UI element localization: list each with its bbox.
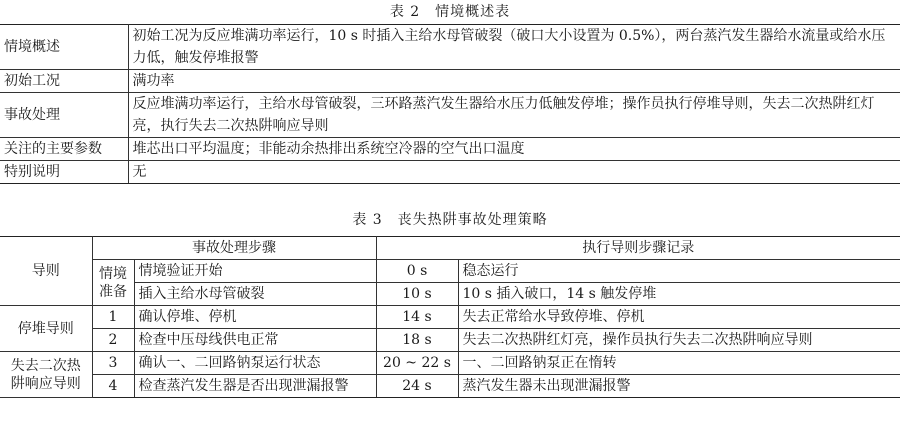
- table-row: [0, 375, 900, 398]
- steps-header: 事故处理步骤: [92, 237, 376, 260]
- table-row: [0, 70, 900, 93]
- step-cell: 情境验证开始: [134, 260, 376, 283]
- step-cell: 确认一、二回路钠泵运行状态: [134, 352, 376, 375]
- record-cell: 失去二次热阱红灯亮，操作员执行失去二次热阱响应导则: [458, 329, 900, 352]
- record-header: 执行导则步骤记录: [376, 237, 900, 260]
- time-cell: 24 s: [376, 375, 458, 398]
- row-label: 关注的主要参数: [0, 138, 128, 161]
- row-value: 堆芯出口平均温度；非能动余热排出系统空冷器的空气出口温度: [128, 138, 900, 161]
- time-cell: 20 ~ 22 s: [376, 352, 458, 375]
- record-cell: 稳态运行: [458, 260, 900, 283]
- guide-header: 导则: [0, 237, 92, 306]
- step-cell: 确认停堆、停机: [134, 306, 376, 329]
- table-row: [0, 352, 900, 375]
- row-value: 满功率: [128, 70, 900, 93]
- table-row: [0, 161, 900, 184]
- step-number: 4: [92, 375, 134, 398]
- row-value: 无: [128, 161, 900, 184]
- table-row: [0, 329, 900, 352]
- row-label: 事故处理: [0, 93, 128, 138]
- table-row: [0, 25, 900, 70]
- row-value: 初始工况为反应堆满功率运行，10 s 时插入主给水母管破裂（破口大小设置为 0.5%），两台蒸汽发生器给水流量或给水压力低，触发停堆报警: [128, 25, 900, 70]
- step-number: 2: [92, 329, 134, 352]
- group-name: 停堆导则: [0, 306, 92, 352]
- group-name: 失去二次热阱响应导则: [0, 352, 92, 398]
- step-cell: 插入主给水母管破裂: [134, 283, 376, 306]
- step-cell: 检查蒸汽发生器是否出现泄漏报警: [134, 375, 376, 398]
- record-cell: 10 s 插入破口，14 s 触发停堆: [458, 283, 900, 306]
- scenario-overview-table: [0, 24, 900, 184]
- step-number: 3: [92, 352, 134, 375]
- time-cell: 10 s: [376, 283, 458, 306]
- time-cell: 14 s: [376, 306, 458, 329]
- time-cell: 18 s: [376, 329, 458, 352]
- table-row: [0, 306, 900, 329]
- table2-caption: 表 2 情境概述表: [389, 4, 511, 20]
- row-label: 初始工况: [0, 70, 128, 93]
- record-cell: 蒸汽发生器未出现泄漏报警: [458, 375, 900, 398]
- heat-sink-loss-strategy-table: [0, 236, 900, 398]
- table-row: [0, 138, 900, 161]
- row-label: 特别说明: [0, 161, 128, 184]
- record-cell: 一、二回路钠泵正在惰转: [458, 352, 900, 375]
- group-name: 情境准备: [92, 260, 134, 306]
- record-cell: 失去正常给水导致停堆、停机: [458, 306, 900, 329]
- row-value: 反应堆满功率运行，主给水母管破裂，三环路蒸汽发生器给水压力低触发停堆；操作员执行停堆导则，失去二次热阱红灯亮，执行失去二次热阱响应导则: [128, 93, 900, 138]
- step-cell: 检查中压母线供电正常: [134, 329, 376, 352]
- table-header-row: [0, 237, 900, 260]
- table-row: [0, 260, 900, 283]
- row-label: 情境概述: [0, 25, 128, 70]
- step-number: 1: [92, 306, 134, 329]
- table-row: [0, 93, 900, 138]
- time-cell: 0 s: [376, 260, 458, 283]
- table3-caption: 表 3 丧失热阱事故处理策略: [352, 212, 548, 228]
- table-row: [0, 283, 900, 306]
